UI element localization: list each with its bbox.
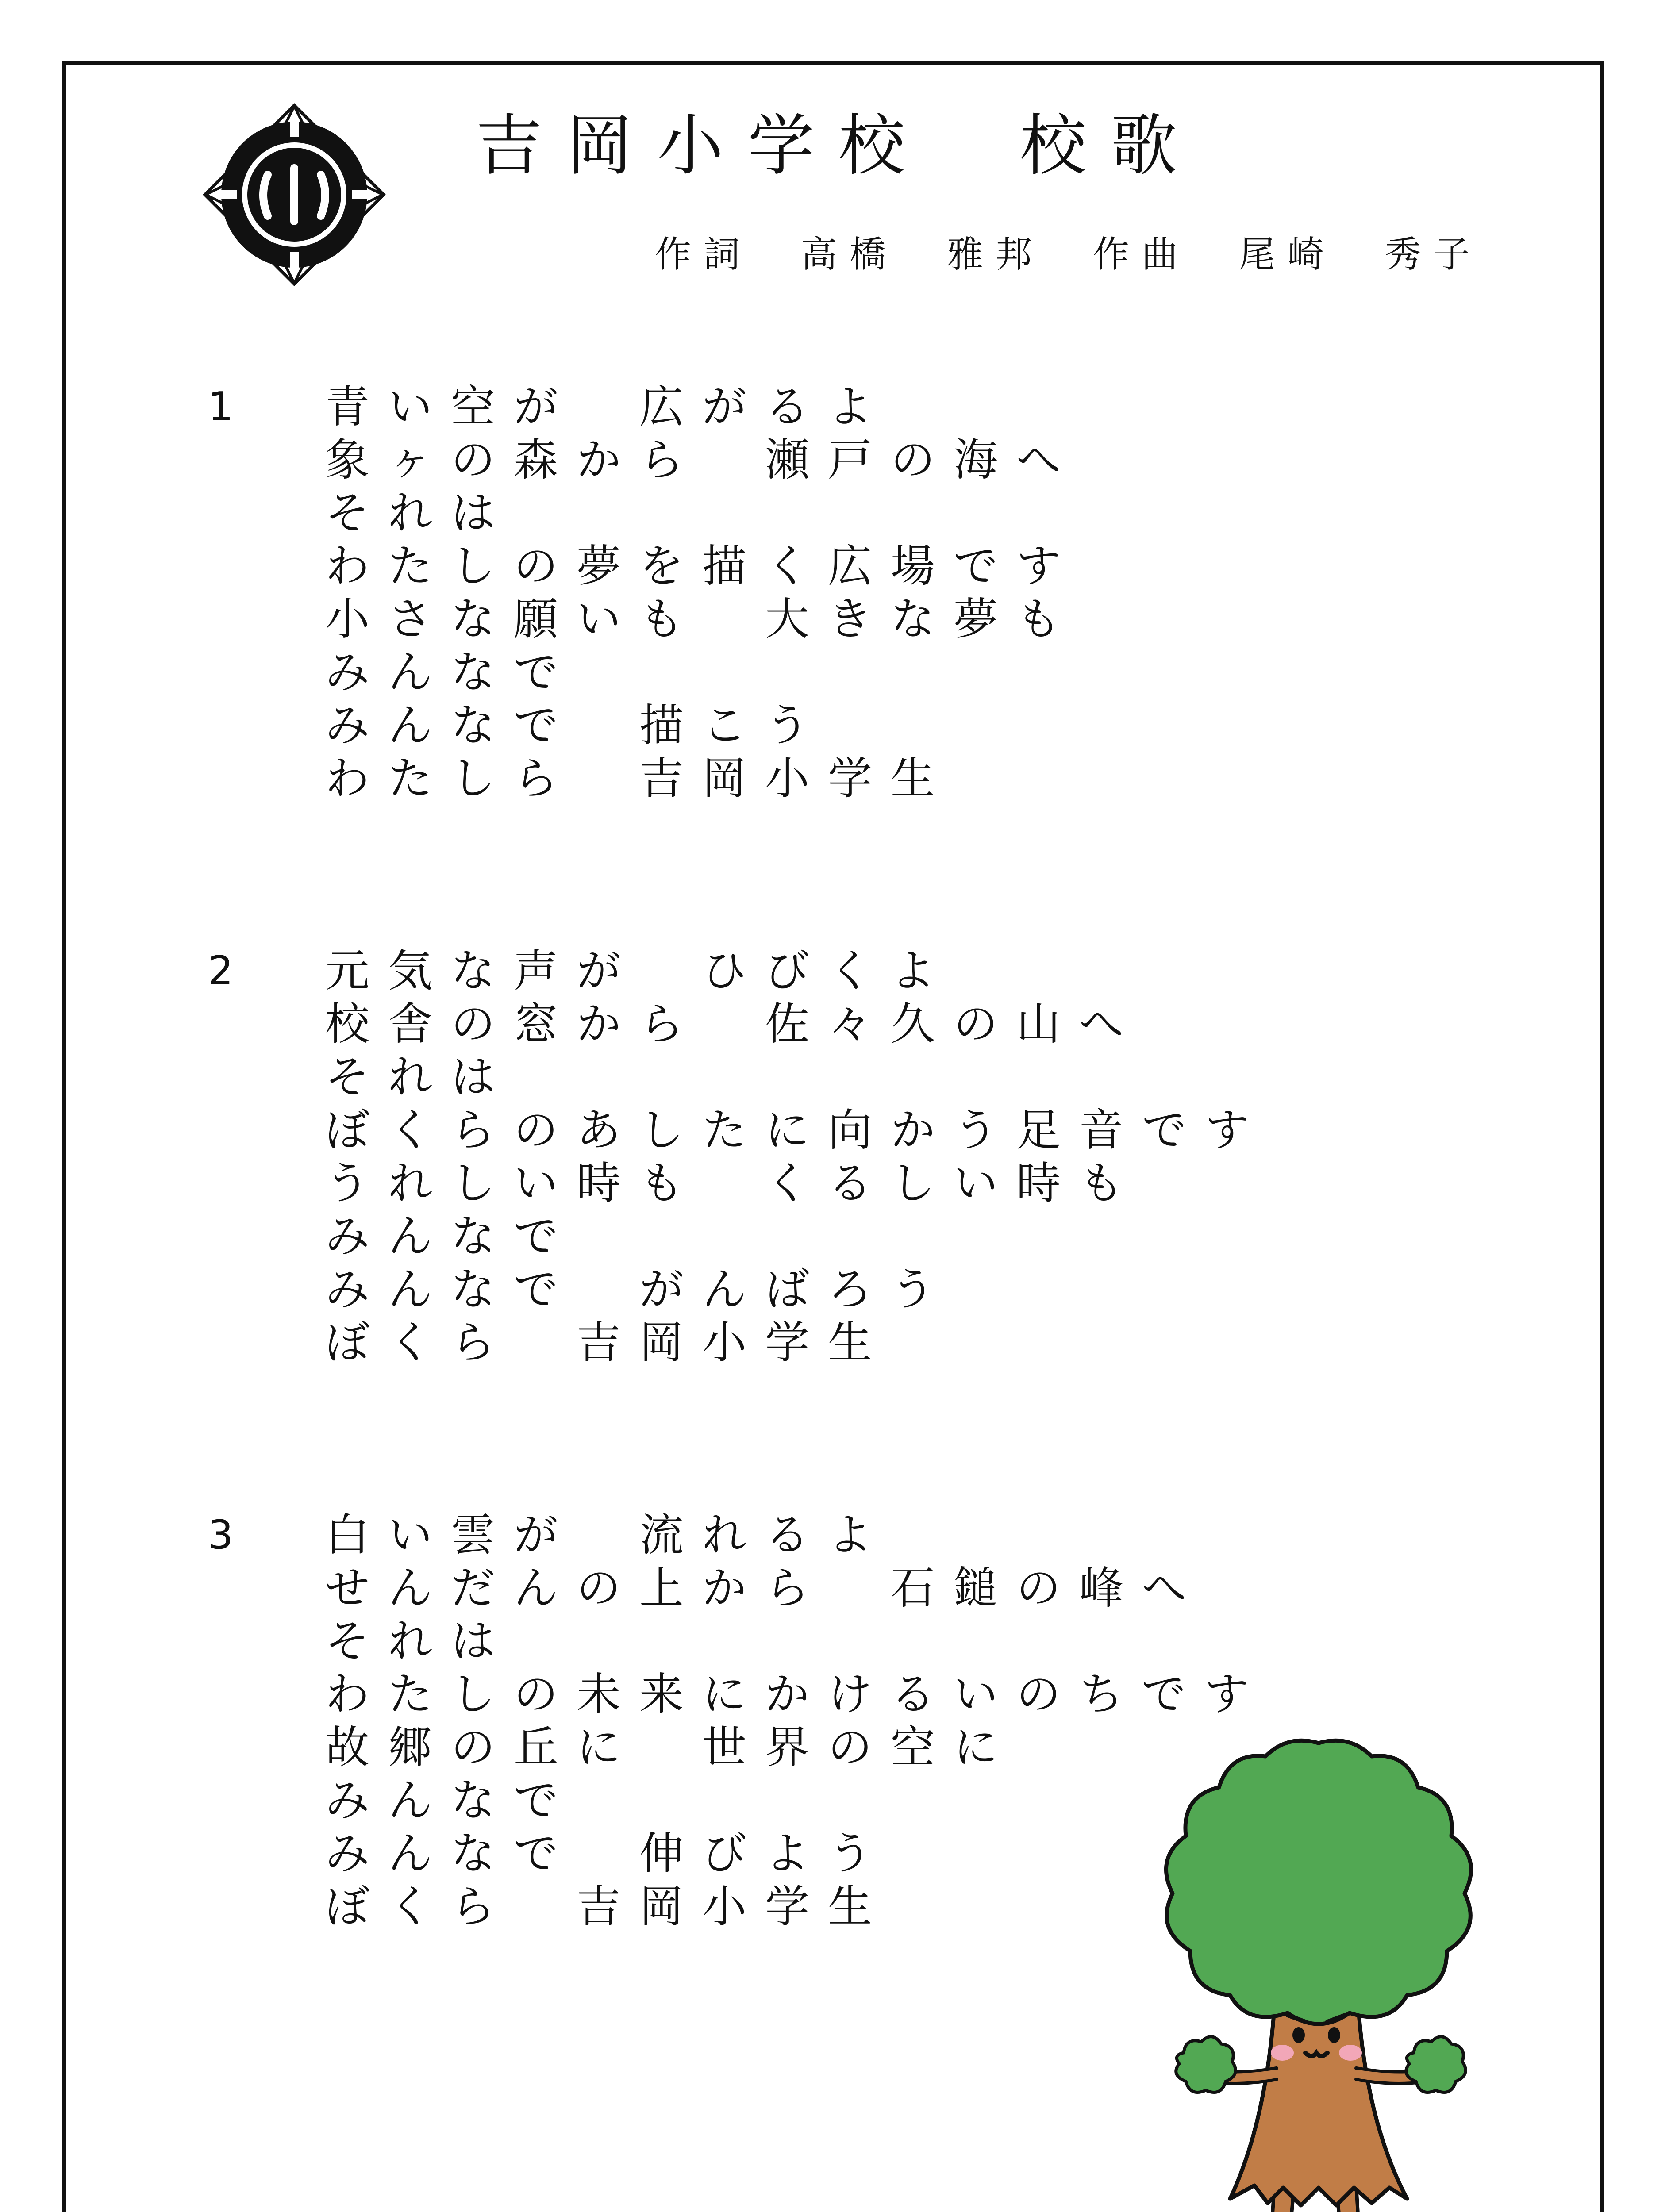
lyric-line: わたしの未来にかけるいのちです xyxy=(325,1668,1267,1720)
lyric-line: 象ヶの森から 瀬戸の海へ xyxy=(325,434,1079,486)
lyric-line: ぼくら 吉岡小学生 xyxy=(325,1317,891,1368)
lyric-line: みんなで xyxy=(325,1774,577,1826)
lyric-line: 青い空が 広がるよ xyxy=(325,381,891,433)
lyric-line: ぼくら 吉岡小学生 xyxy=(325,1881,891,1932)
lyric-line: 校舎の窓から 佐々久の山へ xyxy=(325,998,1142,1050)
lyric-line: みんなで xyxy=(325,646,577,698)
lyric-line: 元気な声が ひびくよ xyxy=(325,945,954,997)
verse-lines xyxy=(325,380,1079,805)
lyric-line: みんなで がんばろう xyxy=(325,1263,954,1315)
lyric-line: 小さな願いも 大きな夢も xyxy=(325,593,1079,645)
lyric-line: わたしの夢を描く広場です xyxy=(325,540,1079,592)
lyric-line: それは xyxy=(325,1051,514,1103)
verse-number: 3 xyxy=(208,1512,234,1558)
verse-lines xyxy=(325,945,1268,1369)
credits: 作詞 高橋 雅邦 作曲 尾崎 秀子 xyxy=(655,234,1483,276)
lyric-line: みんなで 描こう xyxy=(325,699,828,751)
lyric-line: 白い雲が 流れるよ xyxy=(325,1509,891,1561)
verse-number: 1 xyxy=(208,384,234,430)
school-emblem-icon xyxy=(201,102,387,288)
lyric-line: 故郷の丘に 世界の空に xyxy=(325,1721,1016,1773)
lyric-line: みんなで xyxy=(325,1210,577,1262)
verse-number: 2 xyxy=(208,948,234,994)
lyric-line: わたしら 吉岡小学生 xyxy=(325,753,954,804)
lyric-line: ぼくらのあしたに向かう足音です xyxy=(325,1104,1268,1156)
song-title: 吉岡小学校 校歌 xyxy=(476,108,1202,184)
tree-mascot-icon xyxy=(1142,1725,1496,2212)
lyric-line: みんなで 伸びよう xyxy=(325,1828,891,1879)
verse-lines xyxy=(325,1509,1267,1933)
lyric-line: それは xyxy=(325,1615,514,1667)
lyric-line: せんだんの上から 石鎚の峰へ xyxy=(325,1562,1205,1614)
lyric-line: うれしい時も くるしい時も xyxy=(325,1157,1142,1209)
lyric-line: それは xyxy=(325,487,514,539)
